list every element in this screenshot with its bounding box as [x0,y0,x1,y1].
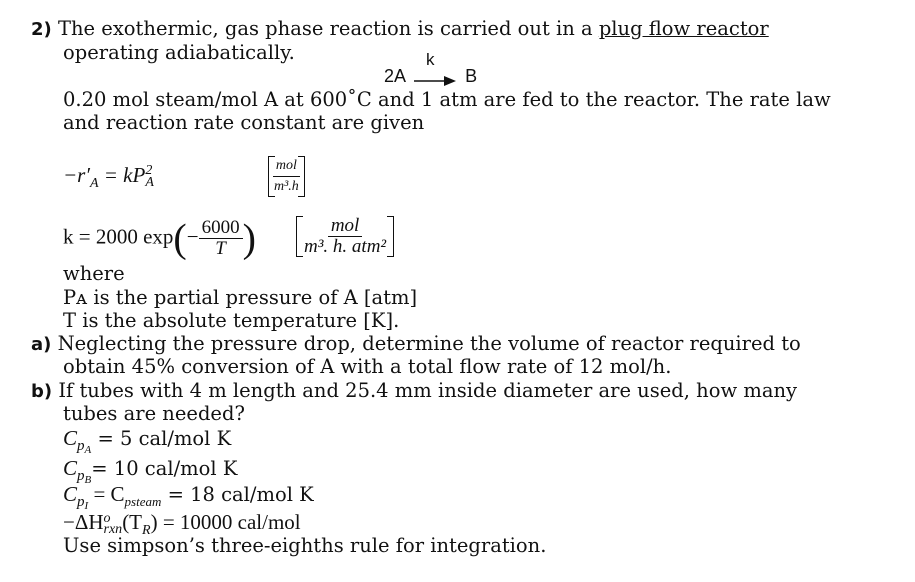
problem-line-4: and reaction rate constant are given [63,111,425,134]
rate-law-units: $\frac{\text{mol}}{\text{m³.h}}$ [268,154,305,197]
problem-line-3: 0.20 mol steam/mol A at 600˚C and 1 atm are fed to the reactor. The rate law [63,88,831,111]
simpson-rule-note: Use simpson’s three-eighths rule for integration. [63,534,547,557]
cp-i-line: $C_{p_I} = C_{psteam} = 18$ cal/mol K [63,482,314,512]
rate-constant-label: k [426,50,435,70]
problem-line-2: operating adiabatically. [63,41,295,64]
product: B [465,66,478,86]
cp-a-line: $C_{p_A} = 5$ cal/mol K [63,426,232,456]
problem-text-1: The exothermic, gas phase reaction is carried out in a [57,17,599,40]
problem-number: 2) [31,19,52,40]
reaction-arrow-icon [414,50,456,84]
definition-pa: Pᴀ is the partial pressure of A [atm] [63,286,418,309]
part-b-label: b) [31,381,53,402]
part-a-line-1: a) Neglecting the pressure drop, determine the volume of reactor required to [31,332,801,355]
problem-line-1 [31,17,769,42]
definition-t: T is the absolute temperature [K]. [63,309,400,332]
cp-b-line: $C_{p_B}= 10$ cal/mol K [63,456,238,486]
rate-law-equation: $-r'_A$ = kP 2 A [63,163,154,191]
rate-constant-equation: k = 2000 exp(− $\frac{6000}{T}$ ) [63,215,256,261]
heat-of-reaction-line: −ΔH o rxn $(T_R) = 10000$ cal/mol [63,510,301,538]
part-a-line-2: obtain 45% conversion of A with a total flow rate of 12 mol/h. [63,355,672,378]
rate-constant-units: $\frac{\text{mol}}{\text{m³. h. atm²}}$ [296,214,394,257]
part-b-line-1: b) If tubes with 4 m length and 25.4 mm inside diameter are used, how many [31,379,798,402]
part-b-line-2: tubes are needed? [63,402,245,425]
plug-flow-reactor-term: plug flow reactor [598,17,769,40]
reactant: 2A [384,66,406,86]
where-label: where [63,262,125,285]
part-a-label: a) [31,334,52,355]
reaction-equation [384,50,478,88]
